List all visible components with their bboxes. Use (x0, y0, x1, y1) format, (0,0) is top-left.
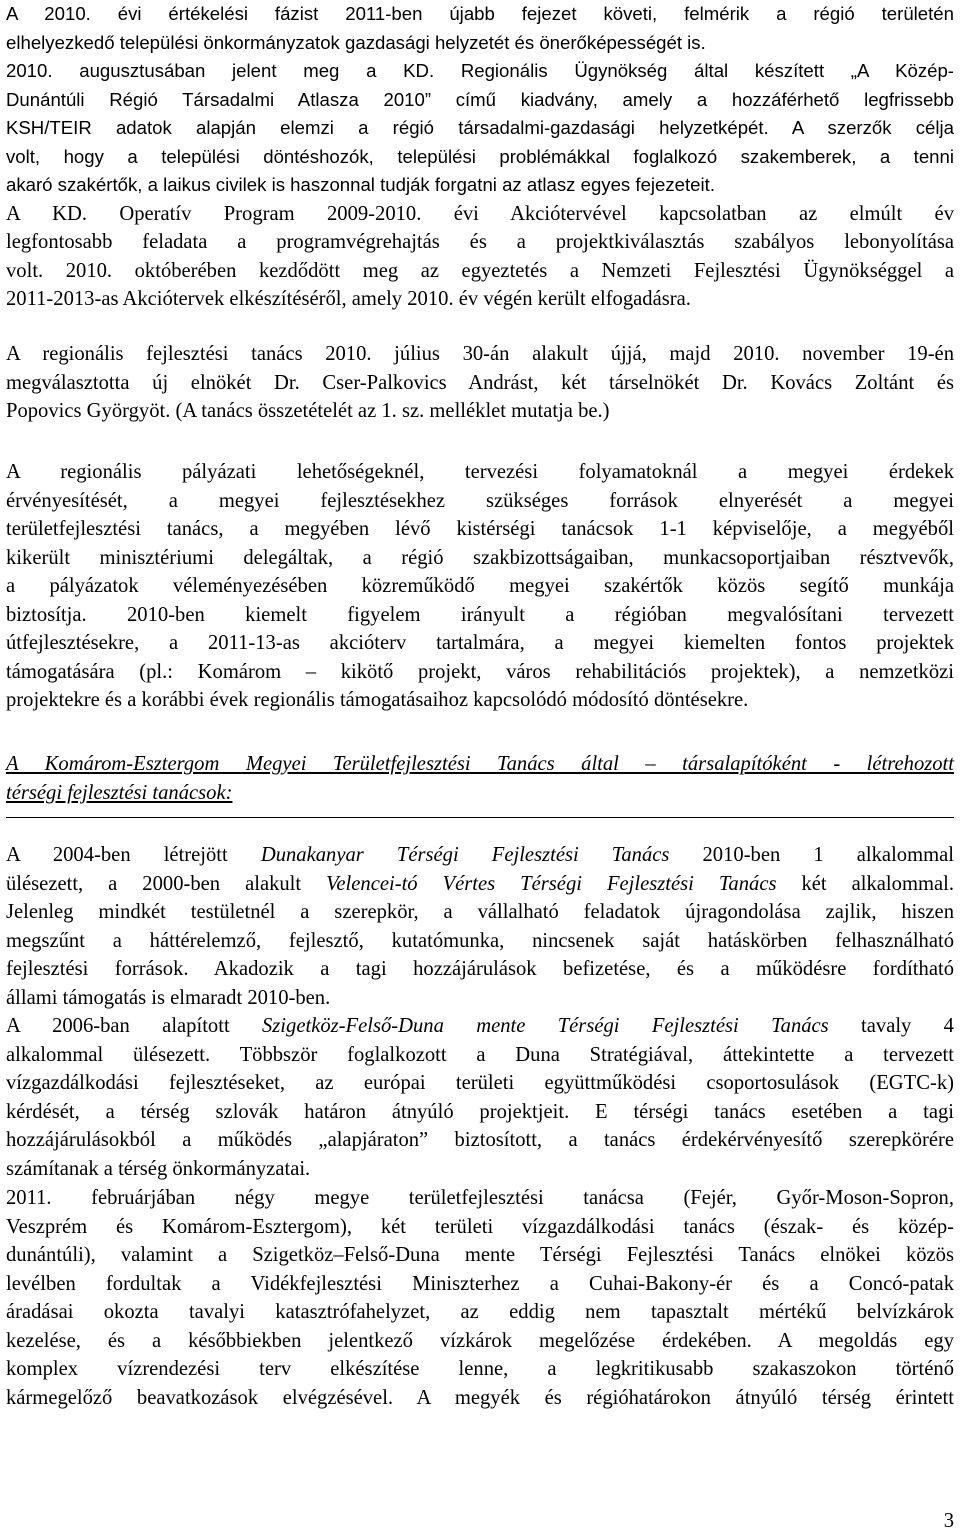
text-line: dunántúli), valamint a Szigetköz–Felső-Duna mente Térségi Fejlesztési Tanács elnökei közös (6, 1244, 954, 1266)
text-line: levélben fordultak a Vidékfejlesztési Miniszterhez a Cuhai-Bakony-ér és a Concó-patak (6, 1272, 954, 1295)
paragraph-county-interests (6, 458, 954, 715)
paragraph-atlas-and-op (6, 0, 954, 314)
text-line: területfejlesztési tanács, a megyében lévő kistérségi tanácsok 1-1 képviselője, a megyéből (6, 518, 954, 540)
text-line: A KD. Operatív Program 2009-2010. évi Akciótervével kapcsolatban az elmúlt év (6, 202, 954, 225)
text-line: megválasztotta új elnökét Dr. Cser-Palkovics Andrást, két társelnökét Dr. Kovács Zoltánt és (6, 371, 954, 394)
text-line: fejlesztési források. Akadozik a tagi hozzájárulások befizetése, és a működésre fordítható (6, 958, 954, 980)
text-line: A 2006-ban alapított Szigetköz-Felső-Duna mente Térségi Fejlesztési Tanács tavaly 4 (6, 1015, 954, 1037)
text-line: megszűnt a háttérelemző, fejlesztő, kutatómunka, nincsenek saját hatáskörben felhasználható (6, 929, 954, 952)
paragraph-flood-letter (6, 1184, 954, 1412)
text-line: Veszprém és Komárom-Esztergom), két területi vízgazdálkodási tanács (észak- és közép- (6, 1215, 954, 1238)
section-heading (6, 750, 954, 807)
text-line: 2010. augusztusában jelent meg a KD. Regionális Ügynökség által készített „A Közép- (6, 60, 954, 81)
text-line: alkalommal ülésezett. Többször foglalkozott a Duna Stratégiával, áttekintette a tervezett (6, 1043, 954, 1066)
text-line: akaró szakértők, a laikus civilek is haszonnal tudják forgatni az atlasz egyes fejezeteit. (6, 174, 715, 195)
text-line: komplex vízrendezési terv elkészítése lenne, a legkritikusabb szakaszokon történő (6, 1358, 954, 1380)
text-line: A 2004-ben létrejött Dunakanyar Térségi Fejlesztési Tanács 2010-ben 1 alkalommal (6, 844, 954, 866)
paragraph-szigetkoz (6, 1012, 954, 1183)
text-line: útfejlesztésekre, a 2011-13-as akcióterv tartalmára, a megyei kiemelten fontos projektek (6, 632, 954, 654)
text-line: támogatására (pl.: Komárom – kikötő projekt, város rehabilitációs projektek), a nemzetközi (6, 660, 954, 683)
text-line: volt, hogy a települési döntéshozók, települési problémákkal foglalkozó szakemberek, a tenni (6, 145, 954, 167)
text-line: a pályázatok véleményezésében közreműködő megyei szakértők közös segítő munkája (6, 575, 954, 597)
paragraph-regional-council (6, 340, 954, 426)
text-line: legfontosabb feladata a programvégrehajtás és a projektkiválasztás szabályos lebonyolítása (6, 231, 954, 253)
text-line: áradásai okozta tavalyi katasztrófahelyzet, az eddig nem tapasztalt mértékű belvízkárok (6, 1301, 954, 1323)
heading-line-2: térségi fejlesztési tanácsok: (6, 781, 233, 804)
text-line: A regionális fejlesztési tanács 2010. július 30-án alakult újjá, majd 2010. november 19-én (6, 343, 954, 365)
text-line: érvényesítését, a megyei fejlesztésekhez szükséges források elnyerését a megyei (6, 489, 954, 512)
text-line: A regionális pályázati lehetőségeknél, tervezési folyamatoknál a megyei érdekek (6, 461, 954, 483)
text-line: 2011-2013-as Akciótervek elkészítéséről, amely 2010. év végén került elfogadásra. (6, 288, 691, 310)
text-line: kezelése, és a későbbiekben jelentkező vízkárok megelőzése érdekében. A megoldás egy (6, 1329, 954, 1352)
text-line: vízgazdálkodási fejlesztéseket, az európai területi együttműködési csoportosulások (EGTC-k) (6, 1072, 954, 1094)
text-line: Jelenleg mindkét testületnél a szerepkör, a vállalható feladatok újragondolása zajlik, hiszen (6, 901, 954, 923)
text-line: Popovics Györgyöt. (A tanács összetételét az 1. sz. melléklet mutatja be.) (6, 400, 610, 422)
text-line: számítanak a térség önkormányzatai. (6, 1157, 311, 1180)
text-line: projektekre és a korábbi évek regionális támogatásaihoz kapcsolódó módosító döntésekre. (6, 689, 749, 711)
text-line: kérdését, a térség szlovák határon átnyúló projektjeit. E térségi tanács esetében a tagi (6, 1100, 954, 1123)
text-line: A 2010. évi értékelési fázist 2011-ben újabb fejezet követi, felmérik a régió területén (6, 3, 954, 24)
text-line: Dunántúli Régió Társadalmi Atlasza 2010” című kiadvány, amely a hozzáférhető legfrissebb (6, 88, 954, 110)
text-line: KSH/TEIR adatok alapján elemzi a régió társadalmi-gazdasági helyzetképét. A szerzők célja (6, 117, 954, 138)
text-line: elhelyezkedő települési önkormányzatok gazdasági helyzetét és önerőképességét is. (6, 31, 706, 53)
heading-separator-rule (6, 817, 954, 818)
page-number: 3 (943, 1510, 954, 1532)
text-line: ülésezett, a 2000-ben alakult Velencei-tó Vértes Térségi Fejlesztési Tanács két alkalommal. (6, 872, 954, 895)
text-line: hozzájárulásokból a működés „alapjáraton” biztosított, a tanács érdekérvényesítő szerepkörére (6, 1129, 954, 1151)
text-line: 2011. februárjában négy megye területfejlesztési tanácsa (Fejér, Győr-Moson-Sopron, (6, 1187, 954, 1209)
text-line: állami támogatás is elmaradt 2010-ben. (6, 986, 331, 1009)
paragraph-dunakanyar-velence (6, 841, 954, 1012)
text-line: kikerült minisztériumi delegáltak, a régió szakbizottságaiban, munkacsoportjaiban résztvevők, (6, 546, 954, 569)
text-line: volt. 2010. októberében kezdődött meg az egyeztetés a Nemzeti Fejlesztési Ügynökséggel a (6, 259, 954, 282)
heading-line-1: A Komárom-Esztergom Megyei Területfejlesztési Tanács által – társalapítóként - létrehozott (6, 753, 954, 775)
text-line: kármegelőző beavatkozások elvégzésével. A megyék és régióhatárokon átnyúló térség érintett (6, 1386, 954, 1409)
text-line: biztosítja. 2010-ben kiemelt figyelem irányult a régióban megvalósítani tervezett (6, 603, 954, 626)
